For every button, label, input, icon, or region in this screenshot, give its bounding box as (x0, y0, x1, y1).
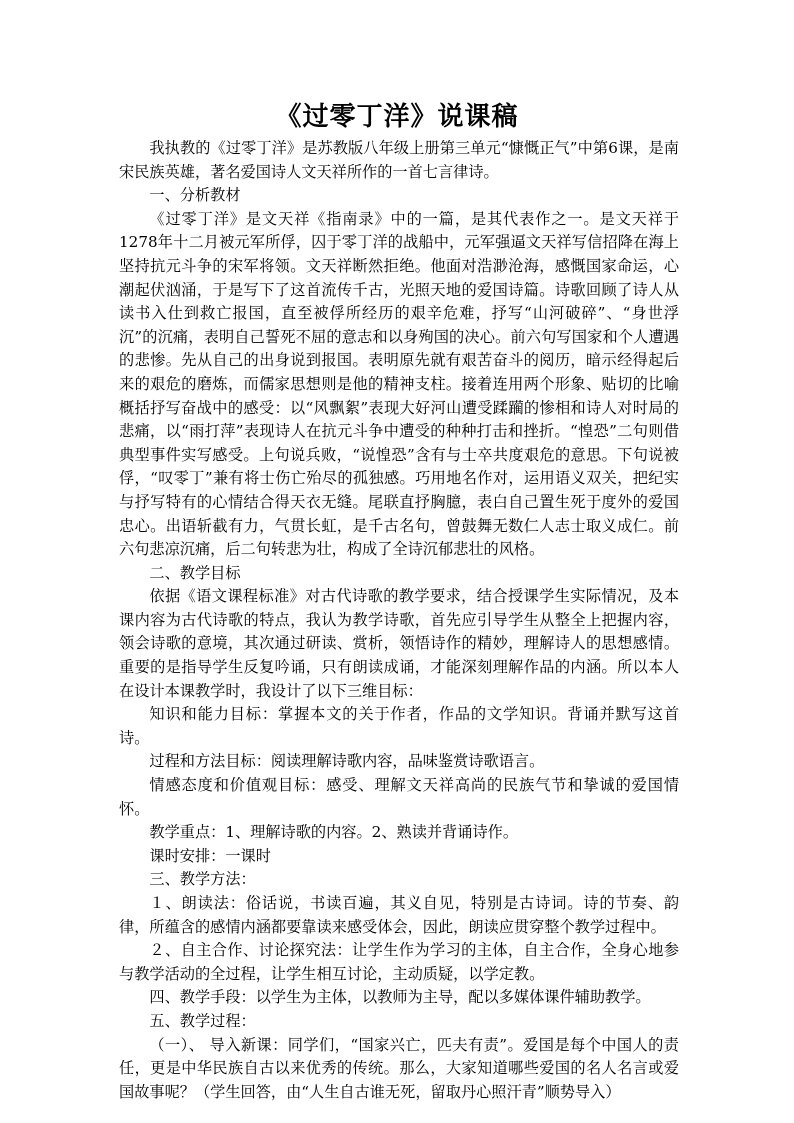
intro-paragraph: 我执教的《过零丁洋》是苏教版八年级上册第三单元“慷慨正气”中第6课，是南宋民族英雄，著名爱国诗人文天祥所作的一首七言律诗。 (119, 139, 679, 181)
section-heading-process: 五、教学过程： (149, 1011, 256, 1030)
section-heading-goals: 二、教学目标 (149, 563, 241, 582)
process-goal: 过程和方法目标：阅读理解诗歌内容，品味鉴赏诗歌语言。 (149, 752, 545, 771)
goals-paragraph: 依据《语文课程标准》对古代诗歌的教学要求，结合授课学生实际情况，及本课内容为古代诗歌的特点，我认为教学诗歌，首先应引导学生从整全上把握内容，领会诗歌的意境，其次通过研读、赏析，领悟诗作的精妙，理解诗人的思想感情。重要的是指导学生反复吟诵，只有朗读成诵，才能深刻理解作品的内涵。所以本人在设计本课教学时，我设计了以下三维目标： (119, 587, 679, 700)
document-title: 《过零丁洋》说课稿 (275, 102, 519, 132)
method-cooperation: ２、自主合作、讨论探究法：让学生作为学习的主体，自主合作，全身心地参与教学活动的全过程，让学生相互讨论，主动质疑，以学定教。 (119, 941, 679, 983)
section-heading-means: 四、教学手段：以学生为主体，以教师为主导，配以多媒体课件辅助教学。 (149, 988, 651, 1007)
emotion-goal: 情感态度和价值观目标：感受、理解文天祥高尚的民族气节和挚诚的爱国情怀。 (119, 776, 679, 818)
section-heading-methods: 三、教学方法： (149, 870, 256, 889)
process-intro-paragraph: （一）、 导入新课：同学们，“国家兴亡，匹夫有责”。爱国是每个中国人的责任，更是中华民族自古以来优秀的传统。那么，大家知道哪些爱国的名人名言或爱国故事呢？（学生回答，由“人生自古谁无死，留取丹心照汗青”顺势导入） (119, 1035, 679, 1101)
document-body (119, 137, 679, 1104)
class-schedule: 课时安排：一课时 (149, 846, 271, 865)
knowledge-goal: 知识和能力目标：掌握本文的关于作者，作品的文学知识。背诵并默写这首诗。 (119, 705, 679, 747)
teaching-focus: 教学重点：1、理解诗歌的内容。2、熟读并背诵诗作。 (149, 823, 519, 842)
method-reading: １、朗读法：俗话说，书读百遍，其义自见，特别是古诗词。诗的节奏、韵律，所蕴含的感情内涵都要靠读来感受体会，因此，朗读应贯穿整个教学过程中。 (119, 894, 679, 936)
analysis-paragraph: 《过零丁洋》是文天祥《指南录》中的一篇，是其代表作之一。是文天祥于1278年十二月被元军所俘，囚于零丁洋的战船中，元军强逼文天祥写信招降在海上坚持抗元斗争的宋军将领。文天祥断然拒绝。他面对浩渺沧海，感慨国家命运，心潮起伏汹涌，于是写下了这首流传千古，光照天地的爱国诗篇。诗歌回顾了诗人从读书入仕到救亡报国，直至被俘所经历的艰辛危难，抒写“山河破碎”、“身世浮沉”的沉痛，表明自己誓死不屈的意志和以身殉国的决心。前六句写国家和个人遭遇的悲惨。先从自己的出身说到报国。表明原先就有艰苦奋斗的阅历，暗示经得起后来的艰危的磨炼，而儒家思想则是他的精神支柱。接着连用两个形象、贴切的比喻概括抒写奋战中的感受：以“风飘絮”表现大好河山遭受蹂躏的惨相和诗人对时局的悲痛，以“雨打萍”表现诗人在抗元斗争中遭受的种种打击和挫折。“惶恐”二句则借典型事件实写感受。上句说兵败，“说惶恐”含有与士卒共度艰危的意思。下句说被俘，“叹零丁”兼有将士伤亡殆尽的孤独感。巧用地名作对，运用语义双关，把纪实与抒写特有的心情结合得天衣无缝。尾联直抒胸臆，表白自己置生死于度外的爱国忠心。出语斩截有力，气贯长虹，是千古名句，曾鼓舞无数仁人志士取义成仁。前六句悲凉沉痛，后二句转悲为壮，构成了全诗沉郁悲壮的风格。 (119, 209, 679, 559)
section-heading-analysis: 一、分析教材 (149, 186, 241, 205)
